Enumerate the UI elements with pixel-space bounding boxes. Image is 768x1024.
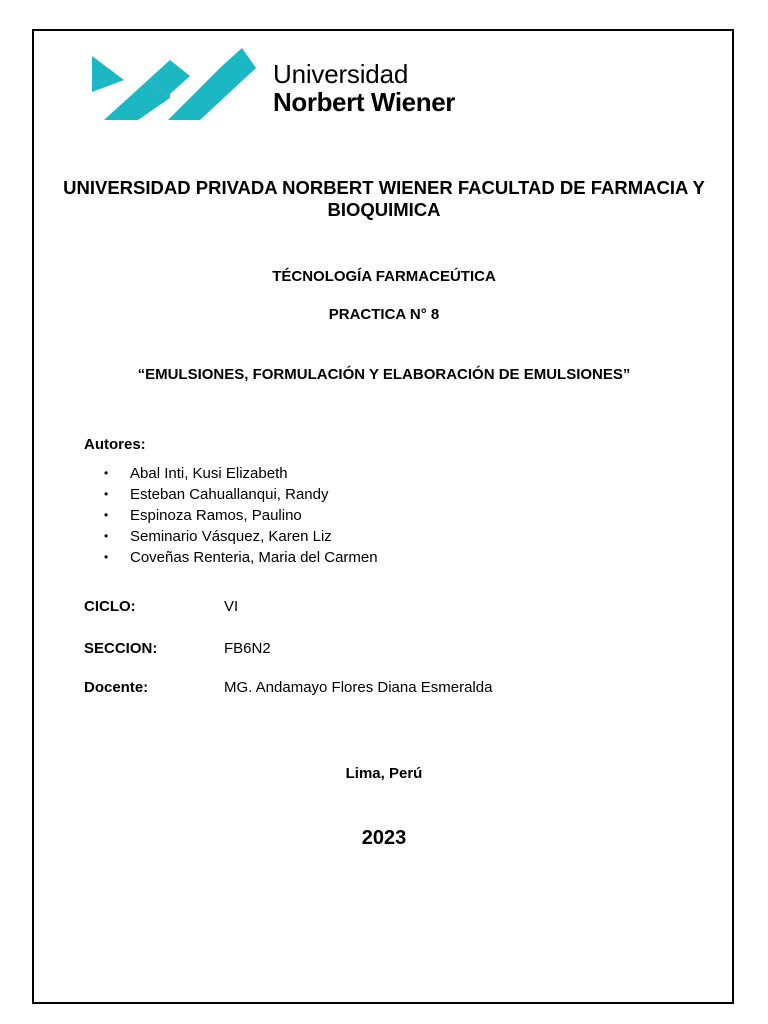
practice-number: PRACTICA N° 8 — [328, 306, 440, 323]
docente-value: MG. Andamayo Flores Diana Esmeralda — [224, 679, 493, 696]
document-title: UNIVERSIDAD PRIVADA NORBERT WIENER FACULTAD DE FARMACIA Y BIOQUIMICA — [63, 177, 705, 220]
university-logo — [90, 46, 510, 122]
docente-label: Docente: — [84, 679, 149, 696]
logo-text-line2: Norbert Wiener — [273, 87, 455, 117]
logo-text-line1: Universidad — [273, 59, 409, 89]
author-item: • Seminario Vásquez, Karen Liz — [104, 526, 378, 547]
seccion-label: SECCION: — [84, 640, 158, 657]
author-item: • Esteban Cahuallanqui, Randy — [104, 484, 378, 505]
year: 2023 — [361, 827, 407, 849]
author-item: • Abal Inti, Kusi Elizabeth — [104, 463, 378, 484]
author-item: • Espinoza Ramos, Paulino — [104, 505, 378, 526]
authors-heading: Autores: — [84, 436, 146, 453]
authors-list — [104, 463, 378, 568]
ciclo-value: VI — [224, 598, 239, 615]
practice-topic: “EMULSIONES, FORMULACIÓN Y ELABORACIÓN DE EMULSIONES” — [137, 366, 631, 383]
seccion-value: FB6N2 — [224, 640, 271, 657]
ciclo-label: CICLO: — [84, 598, 136, 615]
author-item: • Coveñas Renteria, Maria del Carmen — [104, 547, 378, 568]
course-name: TÉCNOLOGÍA FARMACEÚTICA — [272, 268, 496, 285]
place: Lima, Perú — [345, 765, 423, 782]
logo-mark-icon — [90, 46, 260, 122]
